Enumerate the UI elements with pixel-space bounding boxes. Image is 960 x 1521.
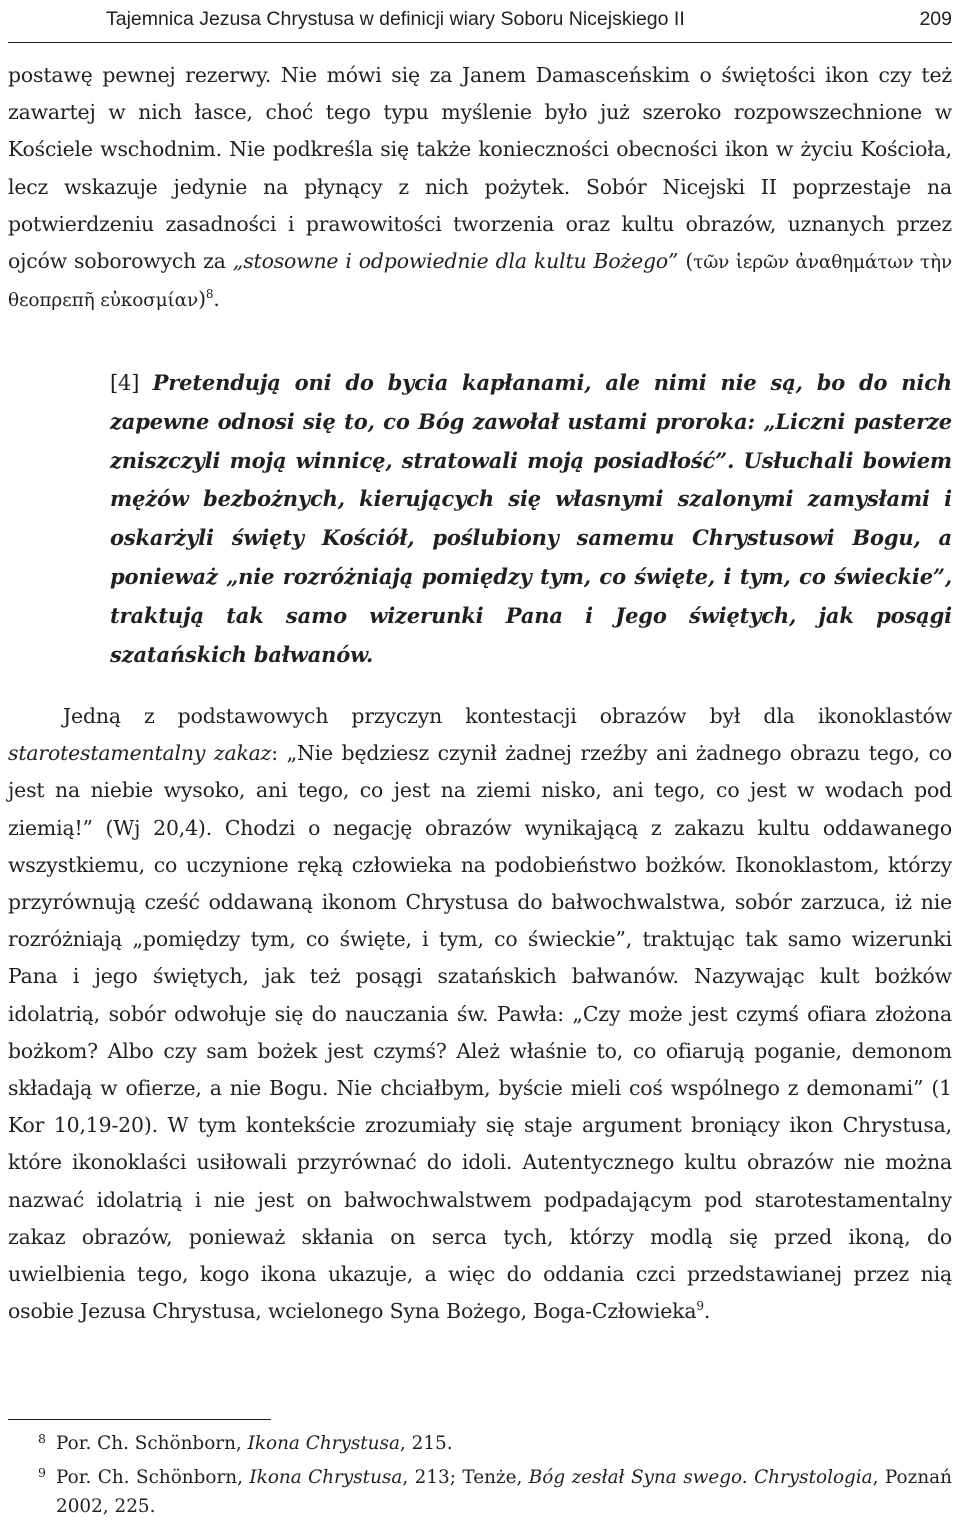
footnote-number: 8 xyxy=(38,1431,46,1446)
para1-greek-quote: τῶν ἱερῶν ἀναθημάτων τὴν θεοπρεπῆ εὐκοσμίαν xyxy=(8,252,952,312)
quote-text: Pretendują oni do bycia kapłanami, ale nimi nie są, bo do nich zapewne odnosi się to, co Bóg zawołał ustami proroka: „Liczni pasterze zniszczyli moją winnicę, stratowali moją posiadłość”. Usłuchali bowiem mężów bezbożnych, kierujących się własnymi szalonymi zamysłami i oskarżyli święty Kościół, poślubiony samemu Chrystusowi Bogu, a ponieważ „nie rozróżniają pomiędzy tym, co święte, i tym, co świeckie”, traktują tak samo wizerunki Pana i Jego świętych, jak posągi szatańskich bałwanów. xyxy=(110,370,952,667)
footnote-title: Ikona Chrystusa xyxy=(247,1433,400,1454)
footnote-text: , 213; Tenże, xyxy=(402,1467,529,1488)
para1-italic-quote: „stosowne i odpowiednie dla kultu Bożego” xyxy=(232,249,679,274)
footnote-ref-8[interactable]: 8 xyxy=(205,287,214,302)
footnote-text: Por. Ch. Schönborn, xyxy=(56,1467,250,1488)
para1-text-2: ( xyxy=(678,249,694,274)
footnote-9 xyxy=(8,1458,952,1521)
running-title: Tajemnica Jezusa Chrystusa w definicji wiary Soboru Nicejskiego II xyxy=(106,7,685,30)
footnote-text: Por. Ch. Schönborn, xyxy=(56,1433,248,1454)
footnote-title: Ikona Chrystusa xyxy=(249,1467,403,1488)
footnote-8 xyxy=(8,1424,952,1458)
page-number: 209 xyxy=(919,7,952,30)
para2-text-3: . xyxy=(703,1299,711,1324)
footnote-rule xyxy=(8,1419,271,1420)
footnote-number: 9 xyxy=(38,1465,46,1480)
footnote-text: , 215. xyxy=(399,1433,453,1454)
footnote-text: , Poznań 2002, 225. xyxy=(56,1467,952,1517)
body-paragraph-2 xyxy=(8,698,952,1330)
para2-text-2: : „Nie będziesz czynił żadnej rzeźby ani żadnego obrazu tego, co jest na niebie wysoko, ani tego, co jest na ziemi nisko, ani tego, co jest w wodach pod ziemią!” (Wj 20,4). Chodzi o negację obrazów wynikającą z zakazu kultu oddawanego wszystkiemu, co uczynione ręką człowieka na podobieństwo bożków. Ikonoklastom, którzy przyrównują cześć oddawaną ikonom Chrystusa do bałwochwalstwa, sobór zarzuca, iż nie rozróżniają „pomiędzy tym, co święte, i tym, co świeckie”, traktując tak samo wizerunki Pana i jego świętych, jak też posągi szatańskich bałwanów. Nazywając kult bożków idolatrią, sobór odwołuje się do nauczania św. Pawła: „Czy może jest czymś ofiara złożona bożkom? Albo czy sam bożek jest czymś? Ależ właśnie to, co ofiarują poganie, demonom składają w ofierze, a nie Bogu. Nie chciałbym, byście mieli coś wspólnego z demonami” (1 Kor 10,19-20). W tym kontekście zrozumiały się staje argument broniący ikon Chrystusa, które ikonoklaści usiłowali przyrównać do idoli. Autentycznego kultu obrazów nie można nazwać idolatrią i nie jest on bałwochwalstwem podpadającym pod starotestamentalny zakaz obrazów, ponieważ skłania on serca tych, którzy modlą się przed ikoną, do uwielbienia tego, kogo ikona ukazuje, a więc do oddania czci przedstawianej przez nią osobie Jezusa Chrystusa, wcielonego Syna Bożego, Boga-Człowieka xyxy=(8,741,952,1324)
footnotes xyxy=(8,1424,952,1521)
body-paragraph-1 xyxy=(8,57,952,319)
council-quote-block xyxy=(110,364,952,674)
running-head xyxy=(8,4,952,34)
para1-text-4: . xyxy=(213,287,220,312)
para2-italic-term: starotestamentalny zakaz xyxy=(8,741,272,766)
header-rule xyxy=(8,42,952,43)
footnote-ref-9[interactable]: 9 xyxy=(696,1299,704,1314)
quote-number: [4] xyxy=(110,371,140,395)
footnote-title: Bóg zesłał Syna swego. Chrystologia xyxy=(528,1467,873,1488)
para1-text-1: postawę pewnej rezerwy. Nie mówi się za Janem Damasceńskim o świętości ikon czy też zawartej w nich łasce, choć tego typu myślenie było już szeroko rozpowszechnione w Kościele wschodnim. Nie podkreśla się także konieczności obecności ikon w życiu Kościoła, lecz wskazuje jedynie na płynący z nich pożytek. Sobór Nicejski II poprzestaje na potwierdzeniu zasadności i prawowitości tworzenia oraz kultu obrazów, uznanych przez ojców soborowych za xyxy=(8,63,952,274)
para2-text-1: Jedną z podstawowych przyczyn kontestacji obrazów był dla ikonoklastów xyxy=(63,704,952,728)
para1-text-3: ) xyxy=(198,287,206,312)
